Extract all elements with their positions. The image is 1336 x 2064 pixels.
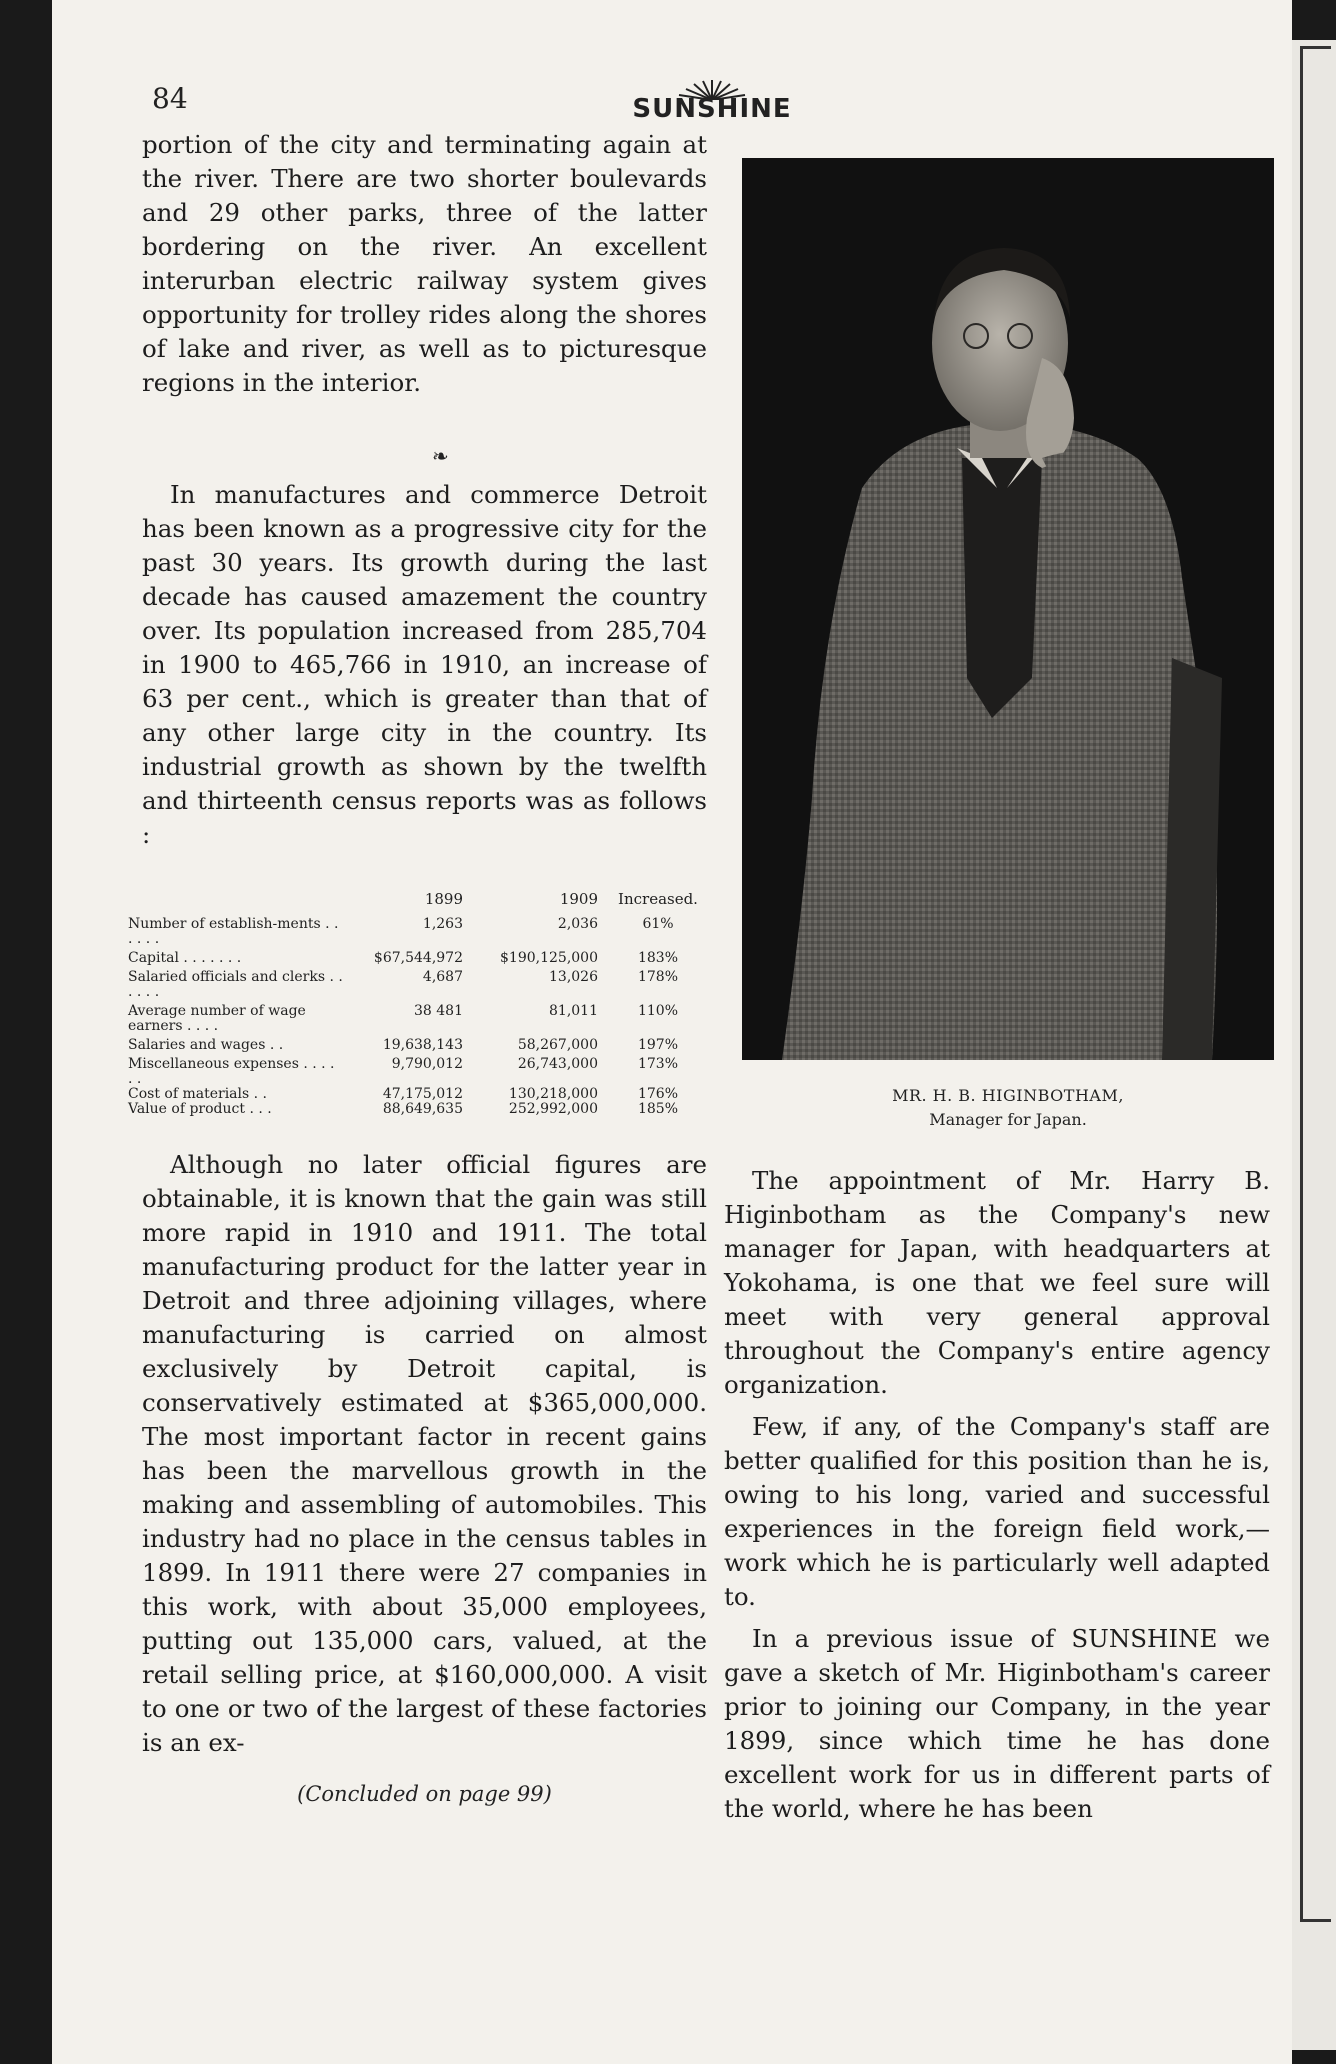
table-row: Value of product . . . 88,649,635 252,992,000 185% [128, 1101, 679, 1117]
right-paragraph-2: Few, if any, of the Company's staff are better qualified for this position than he is, owing to his long, varied and successful experiences in the foreign field work,—work which he is particularly well adapted to. [724, 1412, 1270, 1611]
table-header-1899: 1899 [424, 890, 463, 908]
table-row: Miscellaneous expenses . . . . . . 9,790,012 26,743,000 173% [128, 1056, 679, 1087]
portrait-figure-icon [742, 158, 1274, 1060]
left-paragraph-2: In manufactures and commerce Detroit has been known as a progressive city for the past 30 years. Its growth during the last decade has caused amazement the country over. Its population increased from 285,704 in 1900 to 465,766 in 1910, an increase of 63 per cent., which is greater than that of any other large city in the country. Its industrial growth as shown by the twelfth and thirteenth census reports was as follows : [142, 480, 707, 849]
table-header-label [128, 892, 343, 913]
census-table [128, 892, 718, 1117]
table-row: Salaried officials and clerks . . . . . . 4,687 13,026 178% [128, 969, 679, 1000]
caption-title: Manager for Japan. [929, 1110, 1087, 1129]
masthead-logo [612, 78, 812, 128]
adjacent-page-edge [1292, 40, 1336, 2050]
adjacent-page-rule [1300, 46, 1331, 1922]
table-row: Number of establish-ments . . . . . . 1,263 2,036 61% [128, 916, 674, 947]
table-row: Cost of materials . . 47,175,012 130,218,000 176% [128, 1086, 679, 1102]
left-paragraph-3: Although no later official figures are obtainable, it is known that the gain was still more rapid in 1910 and 1911. The total manufacturing product for the latter year in Detroit and three adjoining villages, where manufacturing is carried on almost exclusively by Detroit capital, is conservatively estimated at $365,000,000. The most important factor in recent gains has been the marvellous growth in the making and assembling of automobiles. This industry had no place in the census tables in 1899. In 1911 there were 27 companies in this work, with about 35,000 employees, putting out 135,000 cars, valued, at the retail selling price, at $160,000,000. A visit to one or two of the largest of these factories is an ex- [142, 1150, 707, 1757]
table-row: Capital . . . . . . . $67,544,972 $190,125,000 183% [128, 950, 679, 966]
caption-name: MR. H. B. HIGINBOTHAM, [892, 1086, 1124, 1105]
continued-note: (Concluded on page 99) [297, 1782, 552, 1806]
right-paragraph-3: In a previous issue of SUNSHINE we gave a sketch of Mr. Higinbotham's career prior to joining our Company, in the year 1899, since which time he has done excellent work for us in different parts of the world, where he has been [724, 1624, 1270, 1823]
ornament-icon: ❧ [432, 444, 449, 468]
table-row: Salaries and wages . . 19,638,143 58,267,000 197% [128, 1037, 679, 1053]
magazine-page [52, 0, 1292, 2064]
right-paragraph-1: The appointment of Mr. Harry B. Higinbotham as the Company's new manager for Japan, with headquarters at Yokohama, is one that we feel sure will meet with very general approval throughout the Company's entire agency organization. [724, 1166, 1270, 1399]
left-paragraph-1: portion of the city and terminating again at the river. There are two shorter boulevards and 29 other parks, three of the latter bordering on the river. An excellent interurban electric railway system gives opportunity for trolley rides along the shores of lake and river, as well as to picturesque regions in the interior. [142, 130, 707, 397]
table-row: Average number of wage earners . . . . 38 481 81,011 110% [128, 1003, 679, 1034]
page-number: 84 [152, 82, 188, 115]
photo-caption [742, 1084, 1274, 1132]
portrait-photo [742, 158, 1274, 1060]
masthead-title: SUNSHINE [632, 94, 792, 124]
table-header-1909: 1909 [559, 890, 598, 908]
right-column [724, 1164, 1270, 1834]
table-header-increase: Increased. [618, 890, 698, 908]
